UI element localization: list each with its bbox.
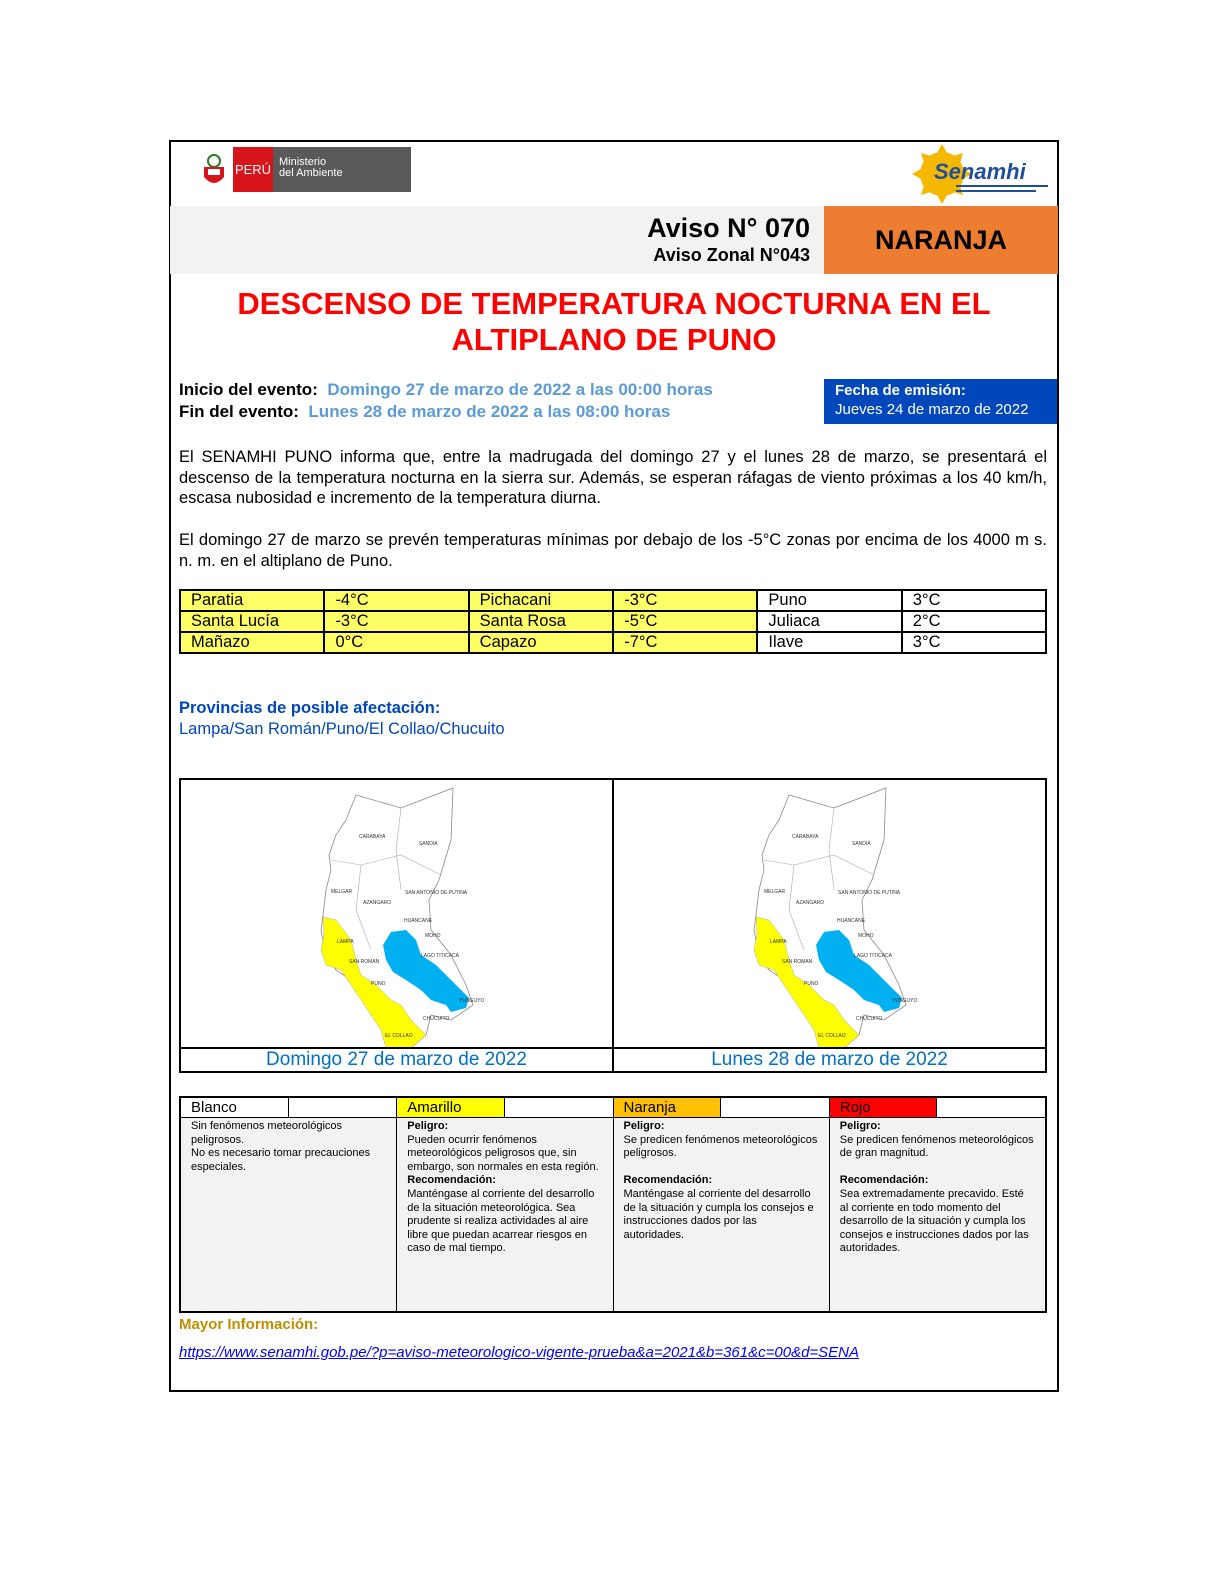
map-label: LAMPA: [337, 939, 354, 945]
map-label: EL COLLAO: [818, 1033, 846, 1039]
table-row: [180, 632, 1046, 653]
temperature-table: [179, 589, 1047, 654]
map-caption: Lunes 28 de marzo de 2022: [614, 1047, 1045, 1071]
map-label: HUANCANE: [837, 918, 866, 924]
map-panel-day2: [614, 780, 1045, 1071]
map-label: PUNO: [371, 981, 386, 987]
senamhi-logo: [912, 143, 1052, 205]
table-cell: Capazo: [469, 632, 614, 653]
table-cell: 0°C: [324, 632, 468, 653]
table-cell: Pichacani: [469, 590, 614, 611]
map-label: SAN ANTONIO DE PUTINA: [838, 890, 901, 896]
description-paragraph: El SENAMHI PUNO informa que, entre la madrugada del domingo 27 y el lunes 28 de marzo, se presentará el descenso de la temperatura nocturna en la sierra sur. Además, se esperan ráfagas de viento próximas a los 40 km/h, escasa nubosidad e incremento de la temperatura diurna.: [179, 448, 1047, 507]
table-row: [180, 611, 1046, 632]
map-label: AZANGARO: [363, 900, 392, 906]
page-title: DESCENSO DE TEMPERATURA NOCTURNA EN EL ALTIPLANO DE PUNO: [237, 286, 991, 357]
map-label: LAGO TITICACA: [421, 953, 459, 959]
ministry-logo: [195, 147, 411, 192]
map-label: LAMPA: [770, 939, 787, 945]
map-label: CHUCUITO: [856, 1016, 883, 1022]
table-cell: Paratia: [180, 590, 324, 611]
table-cell: Mañazo: [180, 632, 324, 653]
temperature-paragraph: El domingo 27 de marzo se prevén temperaturas mínimas por debajo de los -5°C zonas por encima de los 4000 m s. n. m. en el altiplano de Puno.: [179, 531, 1047, 570]
event-end: Fin del evento: Lunes 28 de marzo de 2022 a las 08:00 horas: [179, 402, 671, 421]
table-cell: -7°C: [613, 632, 757, 653]
map-label: CARABAYA: [359, 834, 386, 840]
map-label: MELGAR: [331, 889, 353, 895]
legend-blanco: Blanco Sin fenómenos meteorológicos peligrosos. No es necesario tomar precauciones especiales.: [181, 1098, 397, 1311]
table-row: [180, 590, 1046, 611]
legend-naranja: Naranja Peligro: Se predicen fenómenos meteorológicos peligrosos. Recomendación: Manténgase al corriente del desarrollo de la situación y cumpla los consejos e instrucciones dados por las autoridades.: [614, 1098, 830, 1311]
ministry-name: Ministerio del Ambiente: [273, 147, 411, 192]
map-label: MELGAR: [764, 889, 786, 895]
map-label: YUNGUYO: [459, 998, 485, 1004]
table-cell: Ilave: [757, 632, 901, 653]
emission-date: Fecha de emisión: Jueves 24 de marzo de 2022: [824, 379, 1057, 424]
peru-coat-of-arms-icon: [195, 147, 233, 192]
map-label: SANDIA: [419, 841, 438, 847]
map-label: MOHO: [858, 933, 874, 939]
table-cell: 3°C: [902, 632, 1046, 653]
map-label: SAN ANTONIO DE PUTINA: [405, 890, 468, 896]
map-label: CARABAYA: [792, 834, 819, 840]
svg-text:Senamhi: Senamhi: [934, 159, 1026, 184]
map-label: YUNGUYO: [892, 998, 918, 1004]
alert-legend: [179, 1096, 1047, 1313]
map-panel-day1: [181, 780, 614, 1071]
table-cell: -5°C: [613, 611, 757, 632]
aviso-number: Aviso N° 070 Aviso Zonal N°043: [647, 213, 810, 265]
map-label: AZANGARO: [796, 900, 825, 906]
map-label: SAN ROMAN: [782, 959, 813, 965]
table-cell: Puno: [757, 590, 901, 611]
table-cell: -3°C: [324, 611, 468, 632]
legend-rojo: Rojo Peligro: Se predicen fenómenos meteorológicos de gran magnitud. Recomendación: Sea extremadamente precavido. Esté al corriente en todo momento del desarrollo de la situación y cumpla los consejos e instrucciones dados por las autoridades.: [830, 1098, 1045, 1311]
map-label: CHUCUITO: [423, 1016, 450, 1022]
alert-level-badge: NARANJA: [824, 206, 1058, 274]
peru-label: PERÚ: [233, 147, 273, 192]
map-caption: Domingo 27 de marzo de 2022: [181, 1047, 612, 1071]
map-label: EL COLLAO: [385, 1033, 413, 1039]
table-cell: 3°C: [902, 590, 1046, 611]
forecast-maps: [179, 778, 1047, 1073]
map-label: HUANCANE: [404, 918, 433, 924]
table-cell: Juliaca: [757, 611, 901, 632]
table-cell: -4°C: [324, 590, 468, 611]
more-info-label: Mayor Información:: [179, 1316, 319, 1333]
legend-amarillo: Amarillo Peligro: Pueden ocurrir fenómenos meteorológicos peligrosos que, sin embargo, son normales en esta región. Recomendación: Manténgase al corriente del desarrollo de la situación meteorológica. Sea prudente si realiza actividades al aire libre que puedan acarrear riesgos en caso de mal tiempo.: [397, 1098, 613, 1311]
map-label: SANDIA: [852, 841, 871, 847]
table-cell: -3°C: [613, 590, 757, 611]
event-start: Inicio del evento: Domingo 27 de marzo de 2022 a las 00:00 horas: [179, 380, 713, 399]
map-label: SAN ROMAN: [349, 959, 380, 965]
table-cell: 2°C: [902, 611, 1046, 632]
provinces: Provincias de posible afectación: Lampa/San Román/Puno/El Collao/Chucuito: [179, 699, 505, 738]
table-cell: Santa Rosa: [469, 611, 614, 632]
map-label: PUNO: [804, 981, 819, 987]
map-label: LAGO TITICACA: [854, 953, 892, 959]
more-info-link[interactable]: https://www.senamhi.gob.pe/?p=aviso-meteorologico-vigente-prueba&a=2021&b=361&c=00&d=SENA: [179, 1344, 860, 1361]
table-cell: Santa Lucía: [180, 611, 324, 632]
map-label: MOHO: [425, 933, 441, 939]
